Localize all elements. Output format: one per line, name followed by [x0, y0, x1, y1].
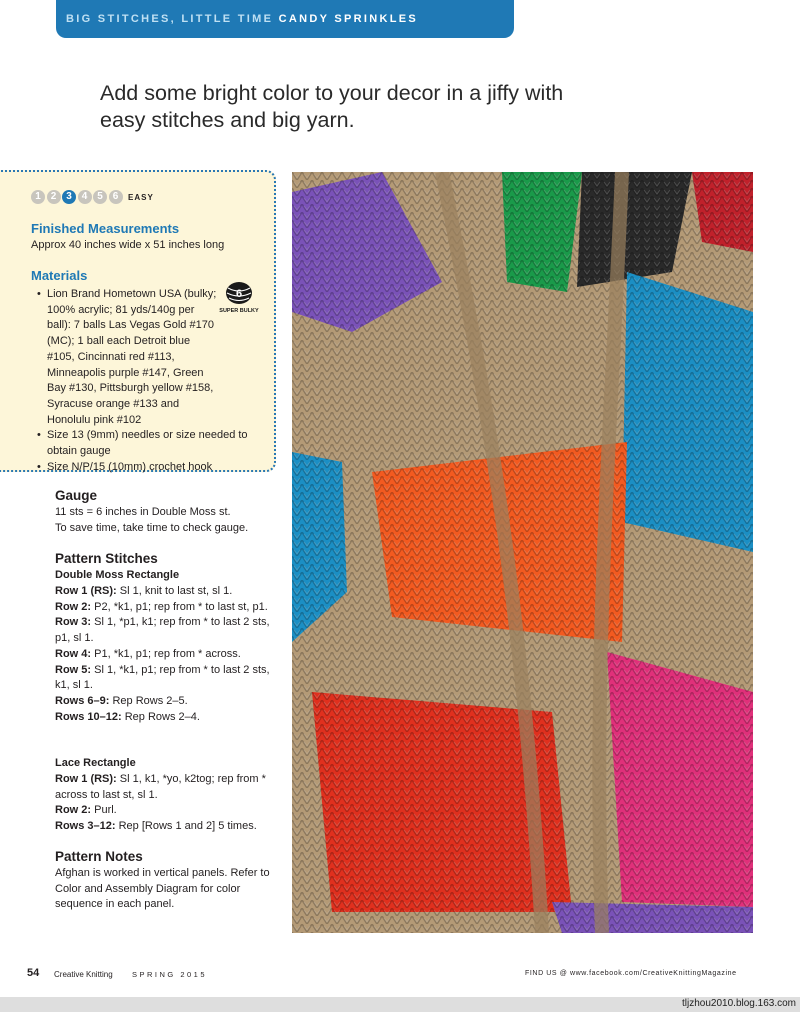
row-instruction: Rows 6–9: Rep Rows 2–5.	[55, 694, 188, 707]
skill-level-label: EASY	[128, 192, 154, 202]
yarn-weight-label: SUPER BULKY	[219, 308, 259, 314]
page-number: 54	[27, 967, 40, 979]
watermark-text: tljzhou2010.blog.163.com	[682, 998, 796, 1009]
skill-level-row	[31, 190, 154, 204]
row-instruction: Row 4: P1, *k1, p1; rep from * across.	[55, 647, 241, 660]
yarn-weight-number: 6	[235, 288, 243, 300]
row-instruction: Rows 3–12: Rep [Rows 1 and 2] 5 times.	[55, 820, 257, 833]
gauge-line-2: To save time, take time to check gauge.	[55, 521, 249, 534]
finished-measurements-text: Approx 40 inches wide x 51 inches long	[31, 239, 225, 251]
skill-level-6: 6	[109, 190, 123, 204]
knit-texture	[292, 172, 753, 933]
facebook-link[interactable]: FIND US @ www.facebook.com/CreativeKnittingMagazine	[525, 970, 737, 977]
materials-list	[31, 287, 259, 475]
row-instruction: Row 1 (RS): Sl 1, knit to last st, sl 1.	[55, 585, 233, 597]
issue-season: SPRING 2015	[132, 970, 208, 979]
lace-rows	[55, 772, 283, 835]
row-instruction: Row 2: Purl.	[55, 804, 117, 817]
header-banner	[56, 0, 514, 38]
skill-level-3-selected: 3	[62, 190, 76, 204]
gauge-line-1: 11 sts = 6 inches in Double Moss st.	[55, 506, 231, 518]
series-label: BIG STITCHES, LITTLE TIME	[66, 13, 274, 25]
gauge-heading: Gauge	[55, 488, 98, 503]
banner-text	[66, 13, 418, 25]
material-yarn: • Lion Brand Hometown USA (bulky; 100% acrylic; 81 yds/140g per ball): 7 balls Las Vegas Gold #170 (MC); 1 ball each Detroit blue #105, Cincinnati red #113, Minneapolis purple #147, Green Bay #130, Pittsburgh yellow #158, Syracuse orange #133 and Honolulu pink #102	[31, 287, 259, 428]
row-instruction: Row 5: Sl 1, *k1, p1; rep from * to last 2 sts, k1, sl 1.	[55, 663, 270, 692]
row-instruction: Rows 10–12: Rep Rows 2–4.	[55, 710, 200, 723]
skill-level-4: 4	[78, 190, 92, 204]
material-hook: • Size N/P/15 (10mm) crochet hook	[31, 460, 259, 476]
pattern-title: CANDY SPRINKLES	[278, 13, 419, 25]
intro-text: Add some bright color to your decor in a jiffy with easy stitches and big yarn.	[100, 81, 564, 132]
pattern-stitches-heading: Pattern Stitches	[55, 551, 158, 566]
double-moss-heading: Double Moss Rectangle	[55, 569, 180, 581]
row-instruction: Row 1 (RS): Sl 1, k1, *yo, k2tog; rep from * across to last st, sl 1.	[55, 773, 266, 801]
lace-heading: Lace Rectangle	[55, 757, 136, 769]
row-instruction: Row 2: P2, *k1, p1; rep from * to last st, p1.	[55, 600, 268, 613]
knitted-afghan-photo	[292, 172, 753, 933]
row-instruction: Row 3: Sl 1, *p1, k1; rep from * to last 2 sts, p1, sl 1.	[55, 616, 270, 645]
gauge-text	[55, 505, 283, 536]
watermark-bar	[0, 997, 800, 1012]
skill-level-2: 2	[47, 190, 61, 204]
magazine-name: Creative Knitting	[54, 970, 113, 979]
materials-heading: Materials	[31, 268, 88, 283]
double-moss-rows	[55, 584, 283, 725]
pattern-notes-heading: Pattern Notes	[55, 849, 143, 864]
material-needles: • Size 13 (9mm) needles or size needed to obtain gauge	[31, 428, 259, 459]
pattern-notes-text: Afghan is worked in vertical panels. Refer to Color and Assembly Diagram for color sequence in each panel.	[55, 867, 270, 911]
finished-measurements-heading: Finished Measurements	[31, 221, 180, 236]
skill-level-1: 1	[31, 190, 45, 204]
skill-level-5: 5	[93, 190, 107, 204]
